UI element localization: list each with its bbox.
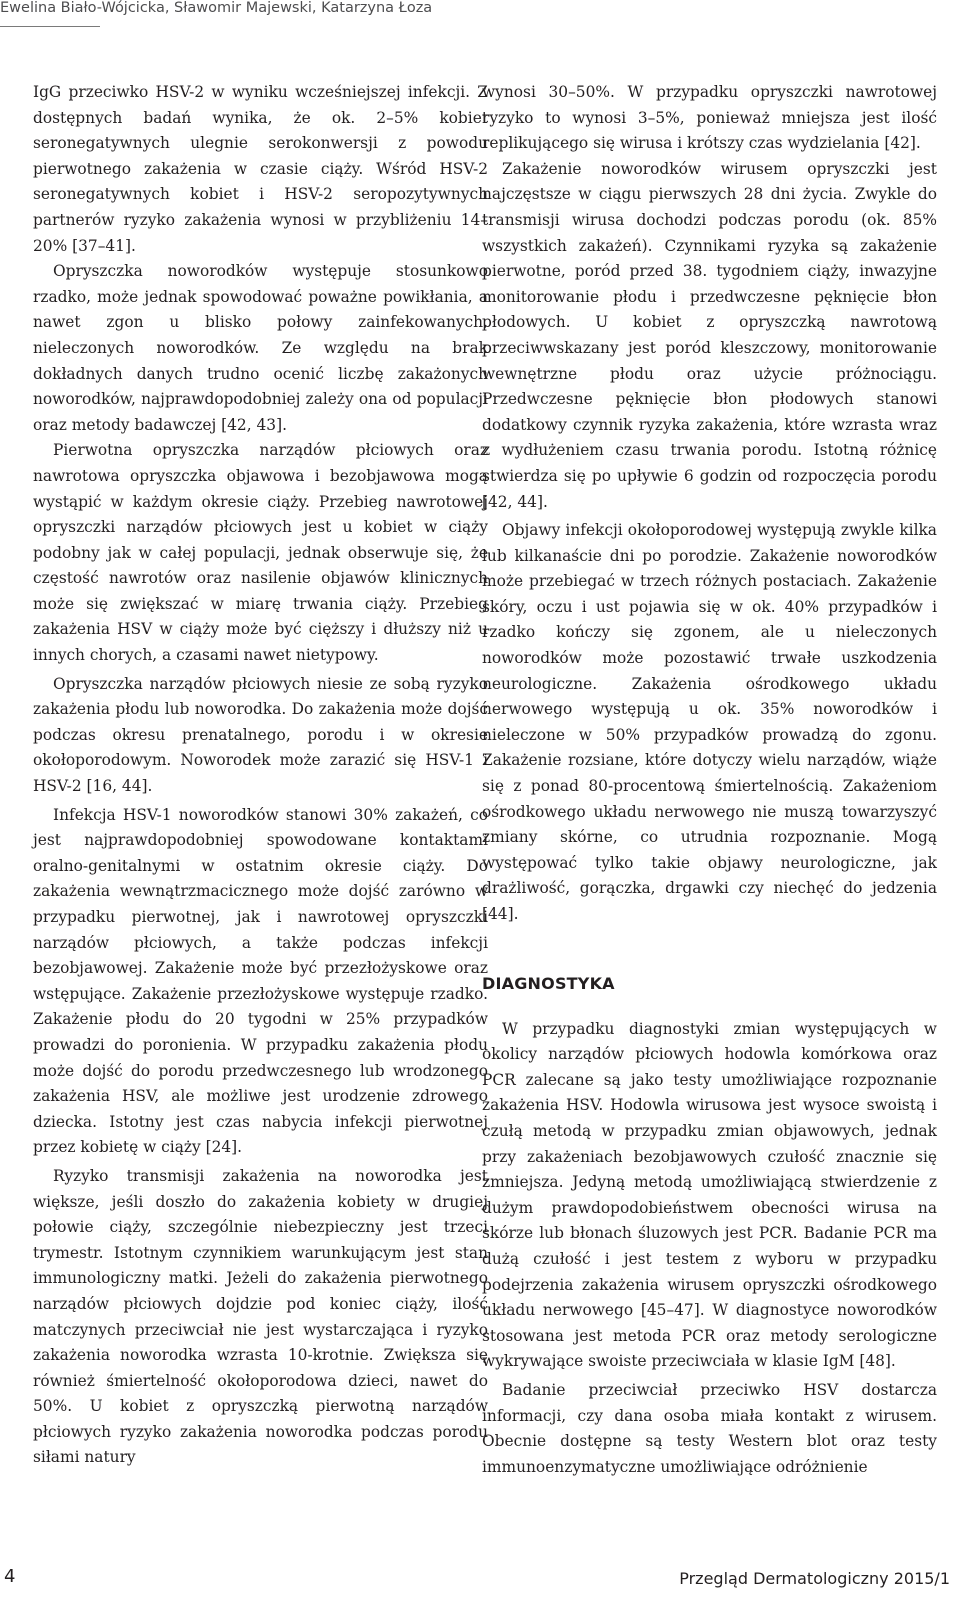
paragraph: Badanie przeciwciał przeciwko HSV dostarcza informacji, czy dana osoba miała kontakt z wirusem. Obecnie dostępne są testy Western blot oraz testy immunoenzymatyczne umożliwiające odróżnienie — [482, 1380, 937, 1476]
left-column — [33, 80, 488, 1471]
paragraph: Pierwotna opryszczka narządów płciowych oraz nawrotowa opryszczka objawowa i bezobjawowa mogą wystąpić w każdym okresie ciąży. Przebieg nawrotowej opryszczki narządów płciowych jest u kobiet w ciąży podobny jak w całej populacji, jednak obserwuje się, że częstość nawrotów oraz nasilenie objawów klinicznych może się zwiększać w miarę trwania ciąży. Przebieg zakażenia HSV w ciąży może być cięższy i dłuższy niż u innych chorych, a czasami nawet nietypowy. — [33, 441, 488, 665]
paragraph: Infekcja HSV-1 noworodków stanowi 30% zakażeń, co jest najprawdopodobniej spowodowane kontaktami oralno-genitalnymi w ostatnim okresie ciąży. Do zakażenia wewnątrzmacicznego może dojść zarówno w przypadku pierwotnej, jak i nawrotowej opryszczki narządów płciowych, a także podczas infekcji bezobjawowej. Zakażenie może być przezłożyskowe oraz wstępujące. Zakażenie przezłożyskowe występuje rzadko. Zakażenie płodu do 20 tygodni w 25% przypadków prowadzi do poronienia. W przypadku zakażenia płodu może dojść do porodu przedwczesnego lub wrodzonego zakażenia HSV, ale możliwe jest urodzenie zdrowego dziecka. Istotny jest czas nabycia infekcji pierwotnej przez kobietę w ciąży [24]. — [33, 805, 488, 1157]
paragraph: Opryszczka noworodków występuje stosunkowo rzadko, może jednak spowodować poważne powikłania, a nawet zgon u blisko połowy zainfekowanych, nieleczonych noworodków. Ze względu na brak dokładnych danych trudno ocenić liczbę zakażonych noworodków, najprawdopodobniej zależy ona od populacji oraz metody badawczej [42, 43]. — [33, 262, 488, 434]
header-rule — [0, 26, 100, 27]
paragraph: Objawy infekcji okołoporodowej występują zwykle kilka lub kilkanaście dni po porodzie. Zakażenie noworodków może przebiegać w trzech różnych postaciach. Zakażenie skóry, oczu i ust pojawia się w ok. 40% przypadków i rzadko kończy się zgonem, ale u nieleczonych noworodków może pozostawić trwałe uszkodzenia neurologiczne. Zakażenia ośrodkowego układu nerwowego występują u ok. 35% noworodków i nieleczone w 50% przypadków prowadzą do zgonu. Zakażenie rozsiane, które dotyczy wielu narządów, wiąże się z ponad 80-procentową śmiertelnością. Zakażeniom ośrodkowego układu nerwowego nie muszą towarzyszyć zmiany skórne, co utrudnia rozpoznanie. Mogą występować tylko takie objawy neurologiczne, jak drażliwość, gorączka, drgawki czy niechęć do jedzenia [44]. — [482, 521, 937, 923]
paragraph: W przypadku diagnostyki zmian występujących w okolicy narządów płciowych hodowla komórkowa oraz PCR zalecane są jako testy umożliwiające rozpoznanie zakażenia HSV. Hodowla wirusowa jest wysoce swoistą i czułą metodą w przypadku zmian objawowych, jednak przy zakażeniach bezobjawowych czułość znacznie się zmniejsza. Jedyną metodą umożliwiającą stwierdzenie z dużym prawdopodobieństwem obecności wirusa na skórze lub błonach śluzowych jest PCR. Badanie PCR ma dużą czułość i jest testem z wyboru w przypadku podejrzenia zakażenia wirusem opryszczki ośrodkowego układu nerwowego [45–47]. W diagnostyce noworodków stosowana jest metoda PCR oraz metody serologiczne wykrywające swoiste przeciwciała w klasie IgM [48]. — [482, 1019, 937, 1371]
paragraph: Ryzyko transmisji zakażenia na noworodka jest większe, jeśli doszło do zakażenia kobiety w drugiej połowie ciąży, szczególnie niebezpieczny jest trzeci trymestr. Istotnym czynnikiem warunkującym jest stan immunologiczny matki. Jeżeli do zakażenia pierwotnego narządów płciowych dojdzie pod koniec ciąży, ilość matczynych przeciwciał nie jest wystarczająca i ryzyko zakażenia noworodka wzrasta 10-krotnie. Zwiększa się również śmiertelność okołoporodowa dzieci, nawet do 50%. U kobiet z opryszczką pierwotną narządów płciowych ryzyko zakażenia noworodka podczas porodu siłami natury — [33, 1166, 488, 1467]
running-header-authors: Ewelina Biało-Wójcicka, Sławomir Majewski, Katarzyna Łoza — [0, 0, 433, 16]
section-heading-diagnostyka: DIAGNOSTYKA — [482, 973, 615, 993]
paragraph: Zakażenie noworodków wirusem opryszczki jest najczęstsze w ciągu pierwszych 28 dni życia. Zwykle do transmisji wirusa dochodzi podczas porodu (ok. 85% wszystkich zakażeń). Czynnikami ryzyka są zakażenie pierwotne, poród przed 38. tygodniem ciąży, inwazyjne monitorowanie płodu i przedwczesne pęknięcie błon płodowych. U kobiet z opryszczką nawrotową przeciwwskazany jest poród kleszczowy, monitorowanie wewnętrzne płodu oraz użycie próżnociągu. Przedwczesne pęknięcie błon płodowych stanowi dodatkowy czynnik ryzyka zakażenia, które wzrasta wraz z wydłużeniem czasu trwania porodu. Istotną różnicę stwierdza się po upływie 6 godzin od rozpoczęcia porodu [42, 44]. — [482, 159, 937, 511]
right-column — [482, 80, 937, 1480]
paragraph: Opryszczka narządów płciowych niesie ze sobą ryzyko zakażenia płodu lub noworodka. Do zakażenia może dojść podczas okresu prenatalnego, porodu i w okresie okołoporodowym. Noworodek może zarazić się HSV-1 i HSV-2 [16, 44]. — [33, 674, 488, 796]
paragraph: IgG przeciwko HSV-2 w wyniku wcześniejszej infekcji. Z dostępnych badań wynika, że ok. 2–5% kobiet seronegatywnych ulegnie serokonwersji z powodu pierwotnego zakażenia w czasie ciąży. Wśród HSV-2 seronegatywnych kobiet i HSV-2 seropozytywnych partnerów ryzyko zakażenia wynosi w przybliżeniu 14–20% [37–41]. — [33, 83, 488, 255]
page-number: 4 — [4, 1566, 16, 1587]
paragraph: wynosi 30–50%. W przypadku opryszczki nawrotowej ryzyko to wynosi 3–5%, ponieważ mniejsza jest ilość replikującego się wirusa i krótszy czas wydzielania [42]. — [482, 83, 937, 153]
journal-name: Przegląd Dermatologiczny 2015/1 — [679, 1569, 950, 1588]
